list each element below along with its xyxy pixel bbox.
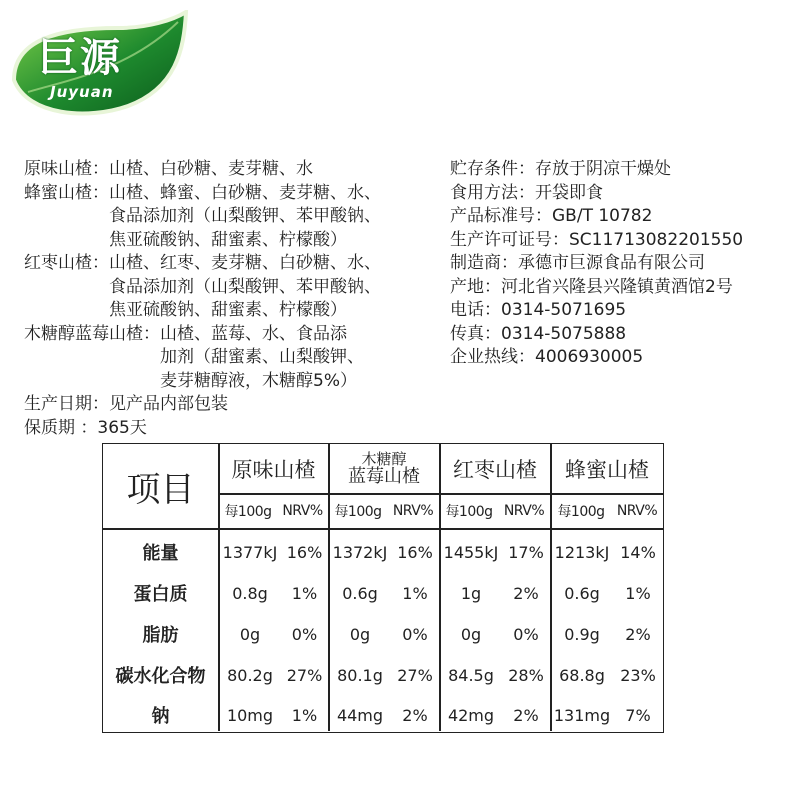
info-origin: 产地：河北省兴隆县兴隆镇黄酒馆2号 — [450, 276, 733, 297]
subheader-per100g: 每100g — [445, 504, 493, 520]
ingredient-line: 山楂、白砂糖、麦芽糖、水 — [109, 159, 313, 179]
header-product-blueberry — [329, 444, 439, 493]
ingredient-line: 加剂（甜蜜素、山梨酸钾、 — [160, 347, 364, 367]
nutrient-nrv: 16% — [286, 542, 323, 562]
nutrient-amount: 0.6g — [564, 583, 600, 603]
ingredient-honey — [24, 182, 381, 253]
nutrient-amount: 68.8g — [559, 665, 605, 685]
ingredient-line: 焦亚硫酸钠、甜蜜素、柠檬酸） — [109, 229, 347, 250]
nutrient-nrv: 28% — [508, 665, 544, 685]
subheader-nrv: NRV% — [503, 503, 545, 519]
nutrient-nrv: 1% — [402, 583, 428, 603]
nutrient-nrv: 1% — [625, 583, 651, 603]
nutrient-nrv: 16% — [397, 542, 433, 562]
nutrient-amount: 1213kJ — [554, 542, 610, 562]
nutrient-amount: 1455kJ — [443, 542, 499, 562]
nutrient-nrv: 2% — [513, 705, 539, 725]
nutrient-label: 脂肪 — [142, 625, 179, 646]
info-license: 生产许可证号：SC11713082201550 — [450, 229, 744, 250]
grid-line — [103, 528, 663, 530]
ingredient-line: 麦芽糖醇液，木糖醇5%） — [160, 370, 357, 391]
brand-logo — [8, 10, 190, 120]
nutrient-nrv: 14% — [620, 542, 656, 562]
ingredient-label: 木糖醇蓝莓山楂： — [24, 323, 160, 344]
nutrient-amount: 0.9g — [564, 624, 600, 644]
nutrient-amount: 0g — [460, 624, 482, 644]
nutrient-amount: 84.5g — [448, 665, 494, 685]
nutrient-amount: 131mg — [553, 705, 611, 725]
info-manufacturer: 制造商：承德市巨源食品有限公司 — [450, 253, 705, 273]
nutrient-amount: 1g — [460, 583, 482, 603]
nutrient-nrv: 1% — [291, 705, 318, 725]
info-phone: 电话：0314-5071695 — [450, 300, 627, 320]
nutrient-label: 碳水化合物 — [115, 666, 206, 687]
ingredient-label: 原味山楂： — [24, 159, 109, 179]
nutrient-nrv: 2% — [625, 624, 651, 644]
nutrient-nrv: 23% — [620, 665, 656, 685]
subheader-per100g: 每100g — [334, 504, 382, 520]
info-hotline: 企业热线：4006930005 — [450, 347, 644, 367]
nutrient-nrv: 27% — [397, 665, 433, 685]
ingredient-line: 山楂、蓝莓、水、食品添 — [160, 323, 347, 344]
nutrient-nrv: 7% — [625, 705, 651, 725]
ingredient-line: 食品添加剂（山梨酸钾、苯甲酸钠、 — [109, 276, 381, 297]
header-product-honey: 蜂蜜山楂 — [565, 457, 649, 482]
subheader-nrv: NRV% — [282, 503, 323, 519]
nutrient-amount: 0.6g — [342, 583, 378, 603]
header-product-blueberry-line2: 蓝莓山楂 — [348, 465, 420, 487]
header-product-jujube: 红枣山楂 — [453, 457, 537, 482]
nutrient-nrv: 27% — [286, 665, 323, 685]
shelf-life: 保质期 ：365天 — [24, 417, 147, 438]
nutrient-amount: 44mg — [336, 705, 384, 725]
nutrient-nrv: 2% — [513, 583, 539, 603]
nutrient-amount: 42mg — [447, 705, 495, 725]
ingredient-jujube — [24, 252, 381, 323]
header-item: 项目 — [126, 469, 195, 510]
brand-name-cn: 巨源 — [38, 35, 122, 81]
nutrient-amount: 10mg — [226, 705, 274, 725]
info-standard: 产品标准号：GB/T 10782 — [450, 206, 653, 226]
info-fax: 传真：0314-5075888 — [450, 323, 627, 344]
ingredient-line: 焦亚硫酸钠、甜蜜素、柠檬酸） — [109, 300, 347, 320]
nutrient-nrv: 2% — [402, 705, 428, 725]
nutrient-nrv: 0% — [291, 624, 318, 644]
nutrient-amount: 80.1g — [337, 665, 383, 685]
ingredient-blueberry — [24, 323, 381, 394]
info-storage: 贮存条件：存放于阴凉干燥处 — [450, 159, 671, 179]
header-product-original: 原味山楂 — [231, 457, 316, 482]
nutrient-nrv: 0% — [402, 624, 428, 644]
subheader-nrv: NRV% — [616, 503, 658, 519]
subheader-nrv: NRV% — [392, 503, 434, 519]
subheader-per100g: 每100g — [224, 504, 272, 520]
ingredient-line: 山楂、红枣、麦芽糖、白砂糖、水、 — [109, 253, 381, 273]
nutrient-nrv: 0% — [513, 624, 539, 644]
ingredient-line: 山楂、蜂蜜、白砂糖、麦芽糖、水、 — [109, 182, 381, 203]
nutrition-table — [102, 443, 664, 733]
ingredient-original — [24, 158, 381, 182]
nutrient-amount: 0g — [349, 624, 371, 644]
ingredient-label: 红枣山楂： — [24, 253, 109, 273]
nutrient-label: 钠 — [151, 706, 170, 727]
subheader-per100g: 每100g — [557, 504, 605, 520]
nutrient-nrv: 17% — [508, 542, 544, 562]
product-info-section — [450, 158, 743, 370]
nutrient-amount: 1377kJ — [222, 542, 278, 562]
nutrient-label: 能量 — [142, 543, 179, 564]
nutrient-amount: 0.8g — [232, 583, 268, 603]
nutrient-amount: 1372kJ — [332, 542, 388, 562]
production-date: 生产日期：见产品内部包装 — [24, 394, 228, 414]
nutrient-nrv: 1% — [291, 583, 318, 603]
nutrient-label: 蛋白质 — [133, 584, 188, 605]
ingredient-line: 食品添加剂（山梨酸钾、苯甲酸钠、 — [109, 206, 381, 226]
ingredient-label: 蜂蜜山楂： — [24, 182, 109, 203]
info-usage: 食用方法：开袋即食 — [450, 182, 603, 203]
nutrient-amount: 80.2g — [227, 665, 273, 685]
ingredients-section — [24, 158, 381, 440]
header-product-blueberry-line1: 木糖醇 — [361, 449, 407, 468]
brand-name-en: Juyuan — [50, 83, 114, 101]
nutrient-amount: 0g — [239, 624, 261, 644]
